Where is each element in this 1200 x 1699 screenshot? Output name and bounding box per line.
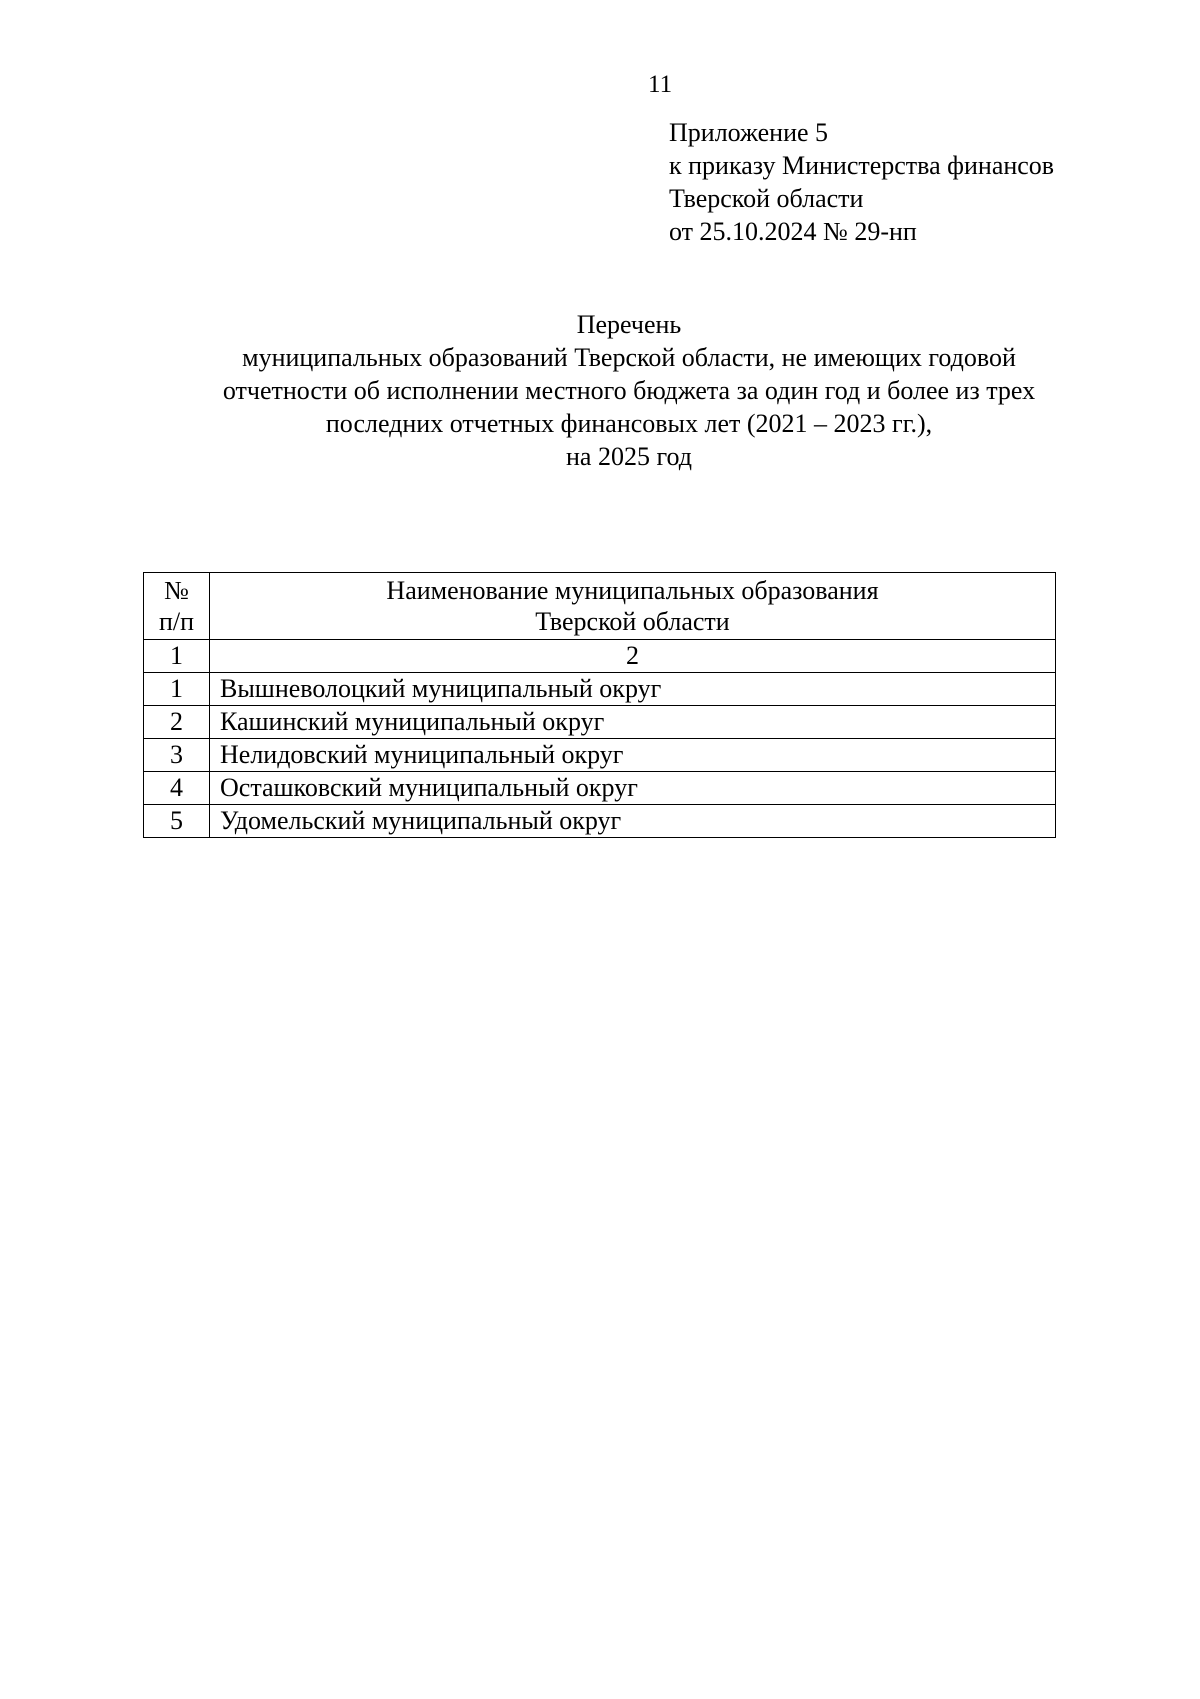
- row-name-cell: Вышневолоцкий муниципальный округ: [210, 673, 1056, 706]
- title-line: последних отчетных финансовых лет (2021 – 2023 гг.),: [325, 409, 933, 438]
- title-line: на 2025 год: [566, 442, 692, 471]
- title-line: отчетности об исполнении местного бюджета за один год и более из трех: [222, 376, 1036, 405]
- document-title: [100, 308, 1158, 473]
- municipalities-table: [143, 572, 1056, 838]
- appendix-line: от 25.10.2024 № 29-нп: [669, 217, 917, 246]
- column-index-row: [144, 640, 1056, 673]
- table-header-row: [144, 573, 1056, 640]
- row-number-cell: 3: [144, 739, 210, 772]
- header-name-cell: [210, 573, 1056, 640]
- title-line: Перечень: [576, 310, 682, 339]
- row-number-cell: 5: [144, 805, 210, 838]
- appendix-line: к приказу Министерства финансов: [669, 151, 1055, 180]
- header-name-line: Наименование муниципальных образования: [386, 576, 879, 605]
- header-number-abbrev: п/п: [158, 607, 195, 636]
- page-number: 11: [648, 71, 673, 98]
- header-number-symbol: №: [164, 576, 189, 605]
- column-index-cell: 1: [144, 640, 210, 673]
- row-name-cell: Нелидовский муниципальный округ: [210, 739, 1056, 772]
- table-row: [144, 772, 1056, 805]
- row-name-cell: Осташковский муниципальный округ: [210, 772, 1056, 805]
- appendix-reference: [669, 116, 1054, 248]
- row-number-cell: 4: [144, 772, 210, 805]
- row-name-cell: Кашинский муниципальный округ: [210, 706, 1056, 739]
- appendix-line: Приложение 5: [669, 118, 829, 147]
- header-name-line: Тверской области: [535, 607, 730, 636]
- table-row: [144, 805, 1056, 838]
- title-line: муниципальных образований Тверской области, не имеющих годовой: [242, 343, 1016, 372]
- row-number-cell: 1: [144, 673, 210, 706]
- row-number-cell: 2: [144, 706, 210, 739]
- header-number-cell: [144, 573, 210, 640]
- table-row: [144, 739, 1056, 772]
- table-row: [144, 673, 1056, 706]
- appendix-line: Тверской области: [669, 184, 864, 213]
- table-row: [144, 706, 1056, 739]
- column-index-cell: 2: [210, 640, 1056, 673]
- row-name-cell: Удомельский муниципальный округ: [210, 805, 1056, 838]
